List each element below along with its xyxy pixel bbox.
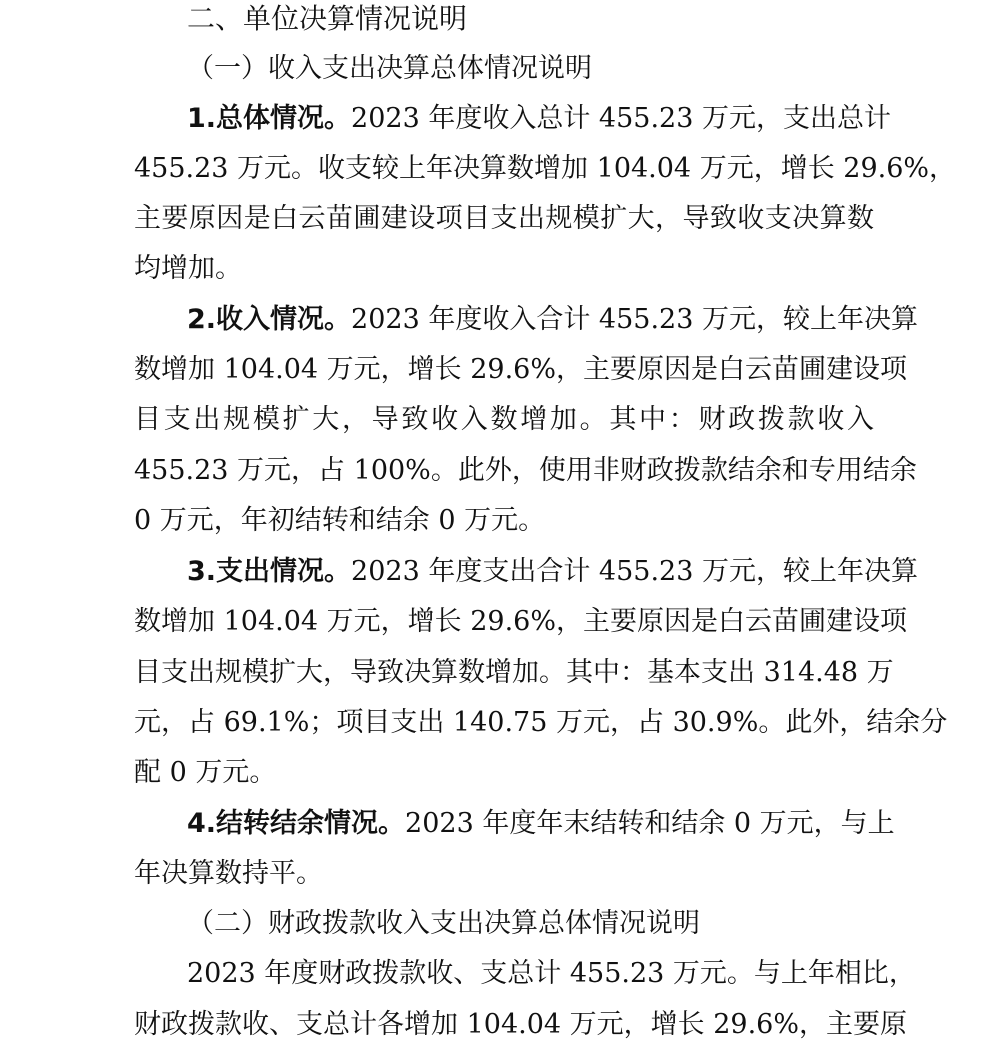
s2-line2: 财政拨款收、支总计各增加 104.04 万元，增长 29.6%，主要原	[134, 1009, 907, 1040]
p3-line1-text: 2023 年度支出合计 455.23 万元，较上年决算	[351, 556, 918, 587]
p2-line1	[187, 303, 918, 337]
p1-label: 1.总体情况。	[187, 103, 352, 134]
p1-line1-text: 2023 年度收入总计 455.23 万元，支出总计	[351, 103, 891, 134]
p1-line2: 455.23 万元。收支较上年决算数增加 104.04 万元，增长 29.6%，	[134, 153, 957, 184]
p2-label: 2.收入情况。	[187, 304, 352, 335]
p2-line2: 数增加 104.04 万元，增长 29.6%，主要原因是白云苗圃建设项	[134, 354, 907, 385]
p3-line1	[187, 555, 918, 589]
p1-line4: 均增加。	[134, 253, 242, 284]
p3-line4: 元，占 69.1%；项目支出 140.75 万元，占 30.9%。此外，结余分	[134, 707, 948, 738]
p3-label: 3.支出情况。	[187, 556, 352, 587]
section1-heading: （一）收入支出决算总体情况说明	[187, 53, 592, 84]
s2-line1: 2023 年度财政拨款收、支总计 455.23 万元。与上年相比，	[187, 958, 916, 989]
p2-line5: 0 万元，年初结转和结余 0 万元。	[134, 505, 546, 536]
p3-line2: 数增加 104.04 万元，增长 29.6%，主要原因是白云苗圃建设项	[134, 606, 907, 637]
p4-line2: 年决算数持平。	[134, 858, 323, 889]
section2-heading: （二）财政拨款收入支出决算总体情况说明	[187, 908, 700, 939]
p3-line3: 目支出规模扩大，导致决算数增加。其中：基本支出 314.48 万	[134, 657, 894, 688]
main-heading: 二、单位决算情况说明	[187, 2, 468, 35]
p1-line3: 主要原因是白云苗圃建设项目支出规模扩大，导致收支决算数	[134, 203, 874, 234]
p2-line1-text: 2023 年度收入合计 455.23 万元，较上年决算	[351, 304, 918, 335]
p1-line1	[187, 102, 891, 136]
p2-line3: 目支出规模扩大，导致收入数增加。其中：财政拨款收入	[134, 404, 874, 435]
p4-label: 4.结转结余情况。	[187, 808, 406, 839]
p3-line5: 配 0 万元。	[134, 757, 277, 788]
p2-line4: 455.23 万元，占 100%。此外，使用非财政拨款结余和专用结余	[134, 455, 917, 486]
p4-line1-text: 2023 年度年末结转和结余 0 万元，与上	[405, 808, 895, 839]
p4-line1	[187, 807, 895, 841]
